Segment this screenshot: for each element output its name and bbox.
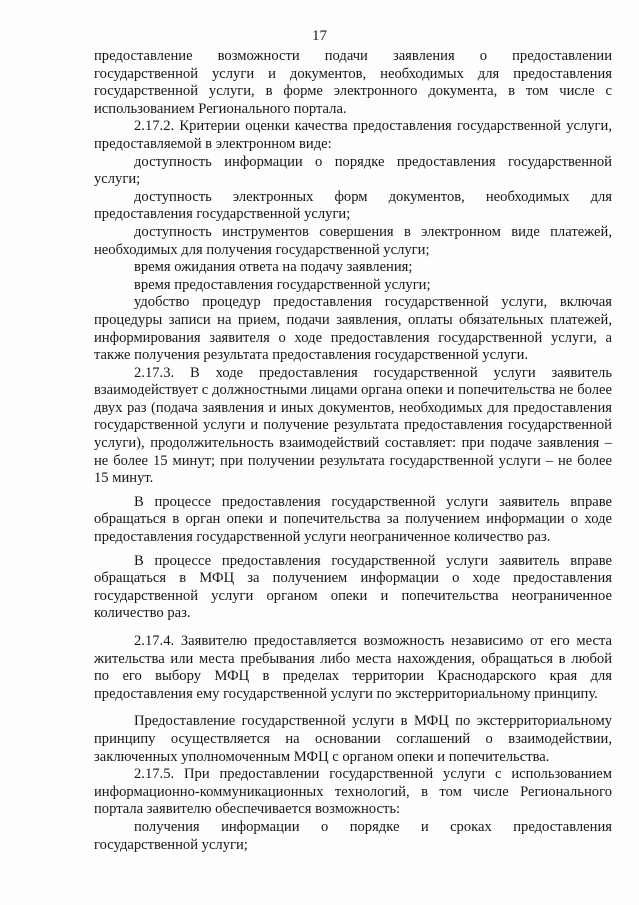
paragraph: 2.17.5. При предоставлении государственной услуги с использованием информационно-коммуникационных технологий, в том числе Регионального портала заявителю обеспечивается возможность:: [94, 766, 612, 818]
paragraph: удобство процедур предоставления государственной услуги, включая процедуры записи на прием, подачи заявления, оплаты обязательных платежей, информирования заявителя о ходе предоставления государственной услуги, а также получения результата предоставления государственной услуги.: [94, 294, 612, 364]
paragraph: В процессе предоставления государственной услуги заявитель вправе обращаться в МФЦ за получением информации о ходе предоставления государственной услуги органом опеки и попечительства неограниченное количество раз.: [94, 552, 612, 622]
page-number: 17: [312, 28, 327, 44]
paragraph: получения информации о порядке и сроках предоставления государственной услуги;: [94, 818, 612, 853]
paragraph: Предоставление государственной услуги в МФЦ по экстерриториальному принципу осуществляется на основании соглашений о взаимодействии, заключенных уполномоченным МФЦ с органом опеки и попечительства.: [94, 713, 612, 765]
paragraph: время ожидания ответа на подачу заявления;: [134, 259, 413, 276]
paragraph: время предоставления государственной услуги;: [134, 276, 431, 293]
paragraph: 2.17.3. В ходе предоставления государственной услуги заявитель взаимодействует с должностными лицами органа опеки и попечительства не более двух раз (подача заявления и иных документов, необходимых для предоставления государственной услуги и получение результата предоставления государственной услуги), продолжительность взаимодействий составляет: при подаче заявления – не более 15 минут; при получении результата государственной услуги – не более 15 минут.: [94, 364, 612, 487]
paragraph: 2.17.4. Заявителю предоставляется возможность независимо от его места жительства или места пребывания либо места нахождения, обращаться в любой по его выбору МФЦ в пределах территории Краснодарского края для предоставления ему государственной услуги по экстерриториальному принципу.: [94, 633, 612, 702]
paragraph: 2.17.2. Критерии оценки качества предоставления государственной услуги, предоставляемой в электронном виде:: [94, 118, 612, 152]
paragraph: доступность информации о порядке предоставления государственной услуги;: [94, 153, 612, 188]
paragraph: доступность инструментов совершения в электронном виде платежей, необходимых для получения государственной услуги;: [94, 223, 612, 258]
paragraph: В процессе предоставления государственной услуги заявитель вправе обращаться в орган опеки и попечительства за получением информации о ходе предоставления государственной услуги неограниченное количество раз.: [94, 493, 612, 546]
paragraph: доступность электронных форм документов, необходимых для предоставления государственной услуги;: [94, 188, 612, 223]
paragraph: предоставление возможности подачи заявления о предоставлении государственной услуги и документов, необходимых для предоставления государственной услуги, в форме электронного документа, в том числе с использованием Регионального портала.: [94, 48, 612, 117]
document-body: [94, 48, 612, 854]
